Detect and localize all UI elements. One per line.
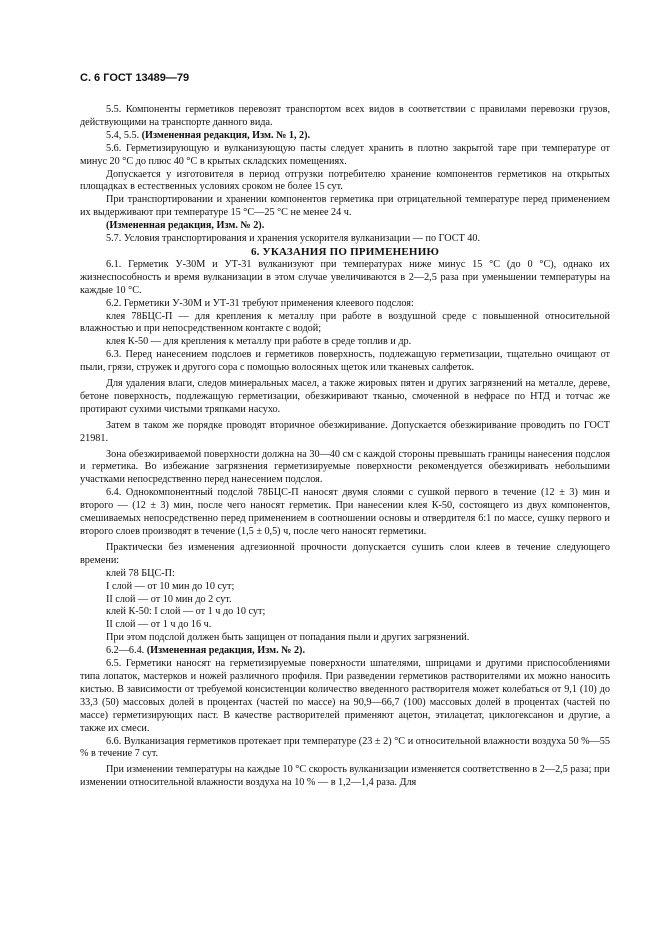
paragraph-5-6-storage: Допускается у изготовителя в период отгрузки потребителю хранение компонентов герметиков на открытых площадках в естественных условиях сроком не более 15 сут. — [80, 168, 610, 193]
amendment-label: (Измененная редакция, Изм. № 2). — [146, 645, 305, 657]
paragraph-6-4: 6.4. Однокомпонентный подслой 78БЦС-П наносят двумя слоями с сушкой первого в течение (12 ± 3) мин и второго — (12 ± 3) мин, после чего наносят герметик. При нанесении клея К-50, состоящего из двух компонентов, смешиваемых непосредственно перед применением в соотношении основы и отвердителя 6:1 по массе, сушку первого и второго слоев производят в течение (1,5 ± 0,5) ч, после чего наносят герметики. — [80, 487, 610, 537]
paragraph-6-4-drying: Практически без изменения адгезионной прочности допускается сушить слои клеев в течение следующего времени: — [80, 541, 610, 566]
page-header: С. 6 ГОСТ 13489—79 — [80, 72, 190, 84]
list-item: клей К-50: I слой — от 1 ч до 10 сут; — [106, 606, 266, 618]
document-body — [80, 104, 610, 790]
list-item: II слой — от 10 мин до 2 сут. — [106, 593, 232, 605]
paragraph-6-5: 6.5. Герметики наносят на герметизируемые поверхности шпателями, шприцами и другими приспособлениями типа лопаток, мастерков и ножей различного профиля. При разведении герметиков растворителями их можно наносить кистью. В зависимости от требуемой консистенции количество введенного растворителя может колебаться от 9,1 (10) до 33,3 (50) массовых долей в процентах (частей по массе) на 90,9—66,7 (100) массовых долей в процентах (частей по массе) герметизирующих паст. В качестве растворителей применяют ацетон, этилацетат, циклогексанон и другие, а также их смеси. — [80, 658, 610, 734]
amendment-note — [80, 220, 610, 233]
paragraph-6-4-protection: При этом подслой должен быть защищен от попадания пыли и других загрязнений. — [106, 632, 470, 644]
paragraph-6-1: 6.1. Герметик У-30М и УТ-31 вулканизуют при температурах ниже минус 15 °С (до 0 °С), однако их жизнеспособность и время вулканизации в этом случае увеличиваются в 2—2,5 раза при уменьшении температуры на каждые 10 °С. — [80, 258, 610, 296]
paragraph-5-7: 5.7. Условия транспортирования и хранения ускорителя вулканизации — по ГОСТ 40. — [106, 233, 481, 245]
amendment-label: (Измененная редакция, Изм. № 1, 2). — [141, 129, 311, 141]
section-title: 6. УКАЗАНИЯ ПО ПРИМЕНЕНИЮ — [250, 245, 440, 258]
amendment-note — [80, 130, 610, 143]
amendment-label: (Измененная редакция, Изм. № 2). — [106, 220, 265, 232]
amendment-note — [80, 645, 610, 658]
paragraph-5-6-transport: При транспортировании и хранении компонентов герметика при отрицательной температуре перед применением их выдерживают при температуре 15 °С—25 °С не менее 24 ч. — [80, 194, 610, 219]
paragraph-6-2: 6.2. Герметики У-30М и УТ-31 требуют применения клеевого подслоя: — [106, 297, 414, 309]
paragraph-6-3: 6.3. Перед нанесением подслоев и герметиков поверхность, подлежащую герметизации, тщательно очищают от пыли, грязи, стружек и другого сора с помощью волосяных щеток или тканевых салфеток. — [80, 349, 610, 374]
amendment-ref: 5.4, 5.5. — [106, 129, 140, 141]
paragraph-6-3-secondary: Затем в таком же порядке проводят вторичное обезжиривание. Допускается обезжиривание проводить по ГОСТ 21981. — [80, 419, 610, 444]
paragraph-6-2-item: клея 78БЦС-П — для крепления к металлу при работе в воздушной среде с повышенной относительной влажностью и при непосредственном контакте с водой; — [80, 310, 610, 335]
list-item: II слой — от 1 ч до 16 ч. — [106, 619, 212, 631]
paragraph-5-5: 5.5. Компоненты герметиков перевозят транспортом всех видов в соответствии с правилами перевозки грузов, действующими на транспорте данного вида. — [80, 104, 610, 128]
paragraph-5-6: 5.6. Герметизирующую и вулканизующую пасты следует хранить в плотно закрытой таре при температуре от минус 20 °С до плюс 40 °С в крытых складских помещениях. — [80, 142, 610, 167]
list-item: I слой — от 10 мин до 10 сут; — [106, 580, 235, 592]
list-item: клей 78 БЦС-П: — [106, 567, 175, 579]
paragraph-6-3-zone: Зона обезжириваемой поверхности должна на 30—40 см с каждой стороны превышать границы нанесения подслоя и герметика. Во избежание загрязнения герметизируемые поверхности рекомендуется обезжиривать небольшими участками непосредственно перед нанесением подслоя. — [80, 448, 610, 486]
paragraph-6-6: 6.6. Вулканизация герметиков протекает при температуре (23 ± 2) °С и относительной влажности воздуха 50 %—55 % в течение 7 сут. — [80, 735, 610, 760]
amendment-ref: 6.2—6.4. — [106, 645, 145, 657]
paragraph-6-3-degreasing: Для удаления влаги, следов минеральных масел, а также жировых пятен и других загрязнений на металле, дереве, бетоне поверхность, подлежащую герметизации, обезжиривают тканью, смоченной в нефрасе по НТД и тотчас же протирают сухими чистыми тряпками насухо. — [80, 378, 610, 415]
paragraph-6-6-rates: При изменении температуры на каждые 10 °С скорость вулканизации изменяется соответственно в 2—2,5 раза; при изменении относительной влажности воздуха на 10 % — в 1,2—1,4 раза. Для — [80, 764, 610, 789]
paragraph-6-2-item: клея К-50 — для крепления к металлу при работе в среде топлив и др. — [106, 336, 412, 348]
